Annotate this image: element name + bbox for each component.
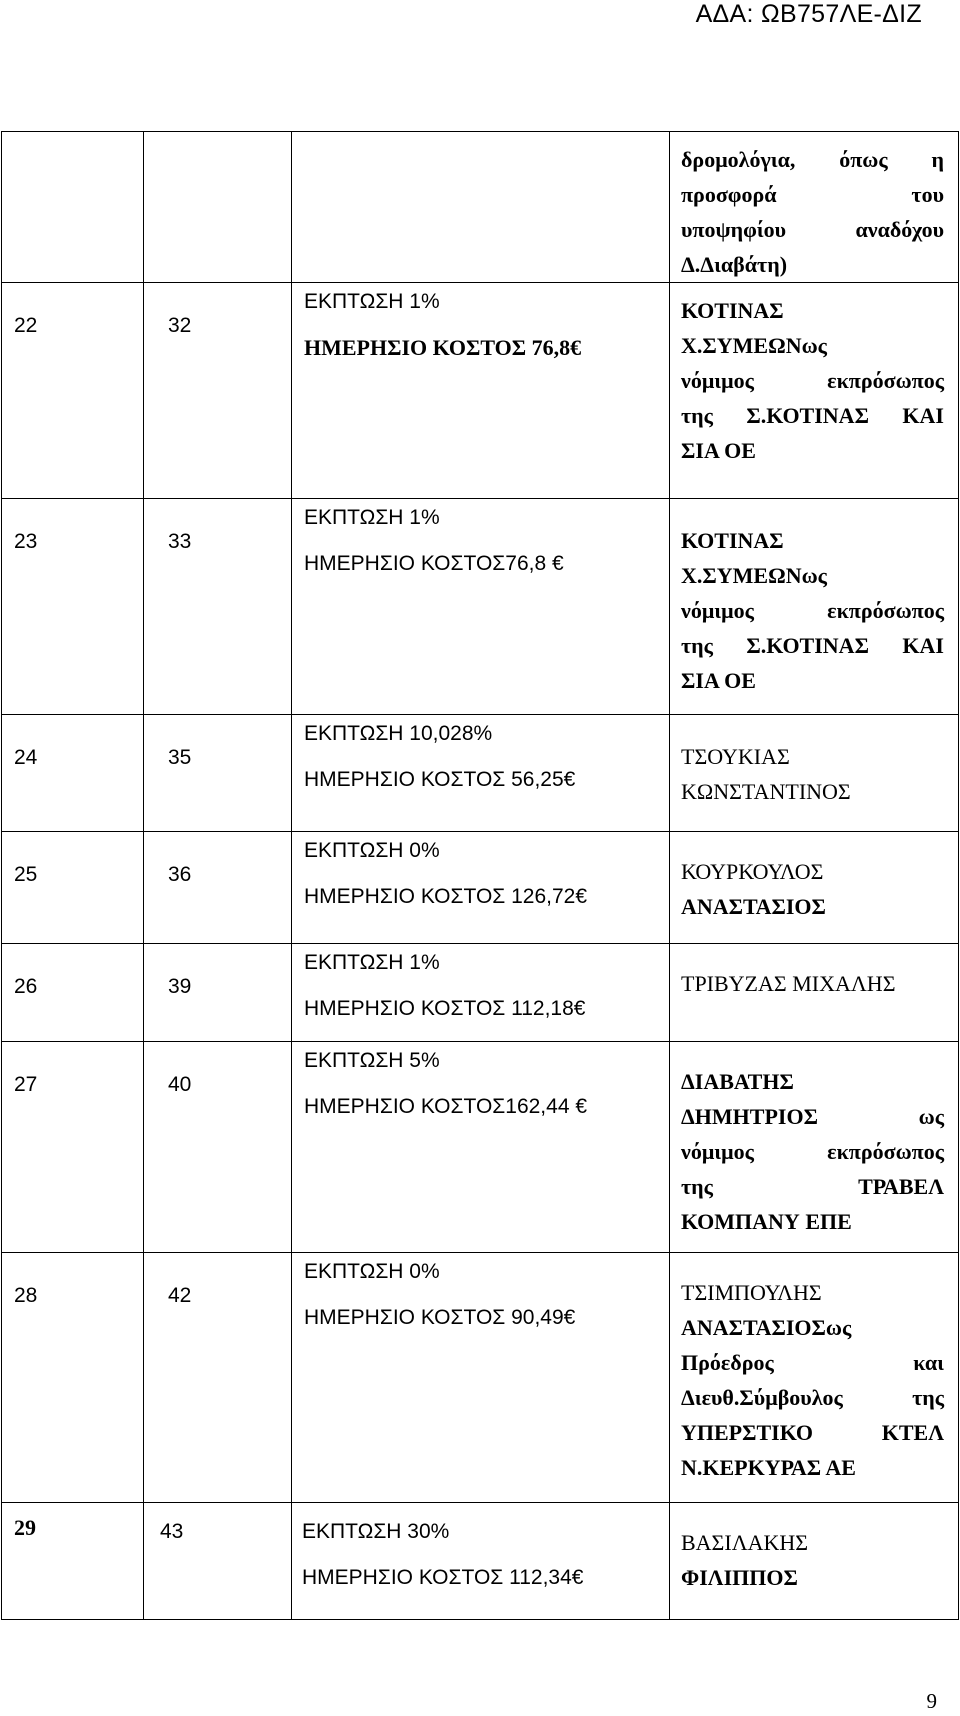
contractor-cell: δρομολόγια, όπως η προσφορά του υποψηφίου αναδόχου Δ.Διαβάτη) — [670, 132, 959, 283]
discount-text: ΕΚΠΤΩΣΗ 30% — [302, 1520, 450, 1543]
discount-text: ΕΚΠΤΩΣΗ 0% — [304, 1260, 440, 1283]
offer-cell — [292, 499, 670, 715]
discount-text: ΕΚΠΤΩΣΗ 5% — [304, 1049, 440, 1072]
table-row — [2, 499, 959, 715]
row-number-cell: 28 — [2, 1253, 144, 1503]
discount-text: ΕΚΠΤΩΣΗ 1% — [304, 951, 440, 974]
daily-cost-text: ΗΜΕΡΗΣΙΟ ΚΟΣΤΟΣ 112,34€ — [302, 1566, 584, 1589]
table-row — [2, 715, 959, 832]
daily-cost-text: ΗΜΕΡΗΣΙΟ ΚΟΣΤΟΣ 56,25€ — [304, 768, 576, 791]
route-number-cell: 39 — [144, 944, 292, 1042]
table-row — [2, 1503, 959, 1620]
contractor-cell: ΤΡΙΒΥΖΑΣ ΜΙΧΑΛΗΣ — [670, 944, 959, 1042]
route-number-cell: 33 — [144, 499, 292, 715]
discount-text: ΕΚΠΤΩΣΗ 1% — [304, 290, 440, 313]
row-number-cell: 27 — [2, 1042, 144, 1253]
row-number-cell: 23 — [2, 499, 144, 715]
table-row — [2, 1042, 959, 1253]
discount-text: ΕΚΠΤΩΣΗ 1% — [304, 506, 440, 529]
daily-cost-text: ΗΜΕΡΗΣΙΟ ΚΟΣΤΟΣ 90,49€ — [304, 1306, 576, 1329]
row-number-cell: 25 — [2, 832, 144, 944]
table-row — [2, 832, 959, 944]
discount-text: ΕΚΠΤΩΣΗ 10,028% — [304, 722, 493, 745]
page-number: 9 — [926, 1689, 937, 1713]
row-number-cell: 24 — [2, 715, 144, 832]
route-number-cell — [144, 132, 292, 283]
route-number-cell: 36 — [144, 832, 292, 944]
contractor-cell: ΤΣΟΥΚΙΑΣ ΚΩΝΣΤΑΝΤΙΝΟΣ — [670, 715, 959, 832]
offer-cell — [292, 283, 670, 499]
contractor-cell: ΤΣΙΜΠΟΥΛΗΣ ΑΝΑΣΤΑΣΙΟΣως Πρόεδρος και Διευθ.Σύμβουλος της ΥΠΕΡΣΤΙΚΟ ΚΤΕΛ Ν.ΚΕΡΚΥΡΑΣ ΑΕ — [670, 1253, 959, 1503]
discount-text: ΕΚΠΤΩΣΗ 0% — [304, 839, 440, 862]
row-number-cell: 22 — [2, 283, 144, 499]
contractor-cell: ΔΙΑΒΑΤΗΣ ΔΗΜΗΤΡΙΟΣ ως νόμιμος εκπρόσωπος της ΤΡΑΒΕΛ ΚΟΜΠΑΝΥ ΕΠΕ — [670, 1042, 959, 1253]
daily-cost-text: ΗΜΕΡΗΣΙΟ ΚΟΣΤΟΣ162,44 € — [304, 1095, 588, 1118]
route-number-cell: 32 — [144, 283, 292, 499]
offer-cell — [292, 715, 670, 832]
offer-cell — [292, 1042, 670, 1253]
daily-cost-text: ΗΜΕΡΗΣΙΟ ΚΟΣΤΟΣ 112,18€ — [304, 997, 586, 1020]
table-row — [2, 944, 959, 1042]
route-number-cell: 43 — [144, 1503, 292, 1620]
offer-cell — [292, 132, 670, 283]
contractor-cell: ΚΟΤΙΝΑΣ Χ.ΣΥΜΕΩΝως νόμιμος εκπρόσωπος της Σ.ΚΟΤΙΝΑΣ ΚΑΙ ΣΙΑ ΟΕ — [670, 499, 959, 715]
table-row — [2, 132, 959, 283]
ada-code: ΑΔΑ: ΩΒ757ΛΕ-ΔΙΖ — [695, 0, 922, 28]
daily-cost-text: ΗΜΕΡΗΣΙΟ ΚΟΣΤΟΣ 76,8€ — [304, 335, 582, 360]
contractor-cell: ΚΟΥΡΚΟΥΛΟΣ ΑΝΑΣΤΑΣΙΟΣ — [670, 832, 959, 944]
table-row — [2, 1253, 959, 1503]
route-number-cell: 42 — [144, 1253, 292, 1503]
daily-cost-text: ΗΜΕΡΗΣΙΟ ΚΟΣΤΟΣ 126,72€ — [304, 885, 588, 908]
route-number-cell: 35 — [144, 715, 292, 832]
contractor-cell: ΒΑΣΙΛΑΚΗΣ ΦΙΛΙΠΠΟΣ — [670, 1503, 959, 1620]
table-row — [2, 283, 959, 499]
row-number-cell: 29 — [2, 1503, 144, 1620]
offer-cell — [292, 944, 670, 1042]
daily-cost-text: ΗΜΕΡΗΣΙΟ ΚΟΣΤΟΣ76,8 € — [304, 552, 564, 575]
offer-cell — [292, 832, 670, 944]
contractors-table — [1, 131, 959, 1620]
row-number-cell: 26 — [2, 944, 144, 1042]
offer-cell — [292, 1253, 670, 1503]
offer-cell — [292, 1503, 670, 1620]
route-number-cell: 40 — [144, 1042, 292, 1253]
row-number-cell — [2, 132, 144, 283]
contractor-cell: ΚΟΤΙΝΑΣ Χ.ΣΥΜΕΩΝως νόμιμος εκπρόσωπος της Σ.ΚΟΤΙΝΑΣ ΚΑΙ ΣΙΑ ΟΕ — [670, 283, 959, 499]
